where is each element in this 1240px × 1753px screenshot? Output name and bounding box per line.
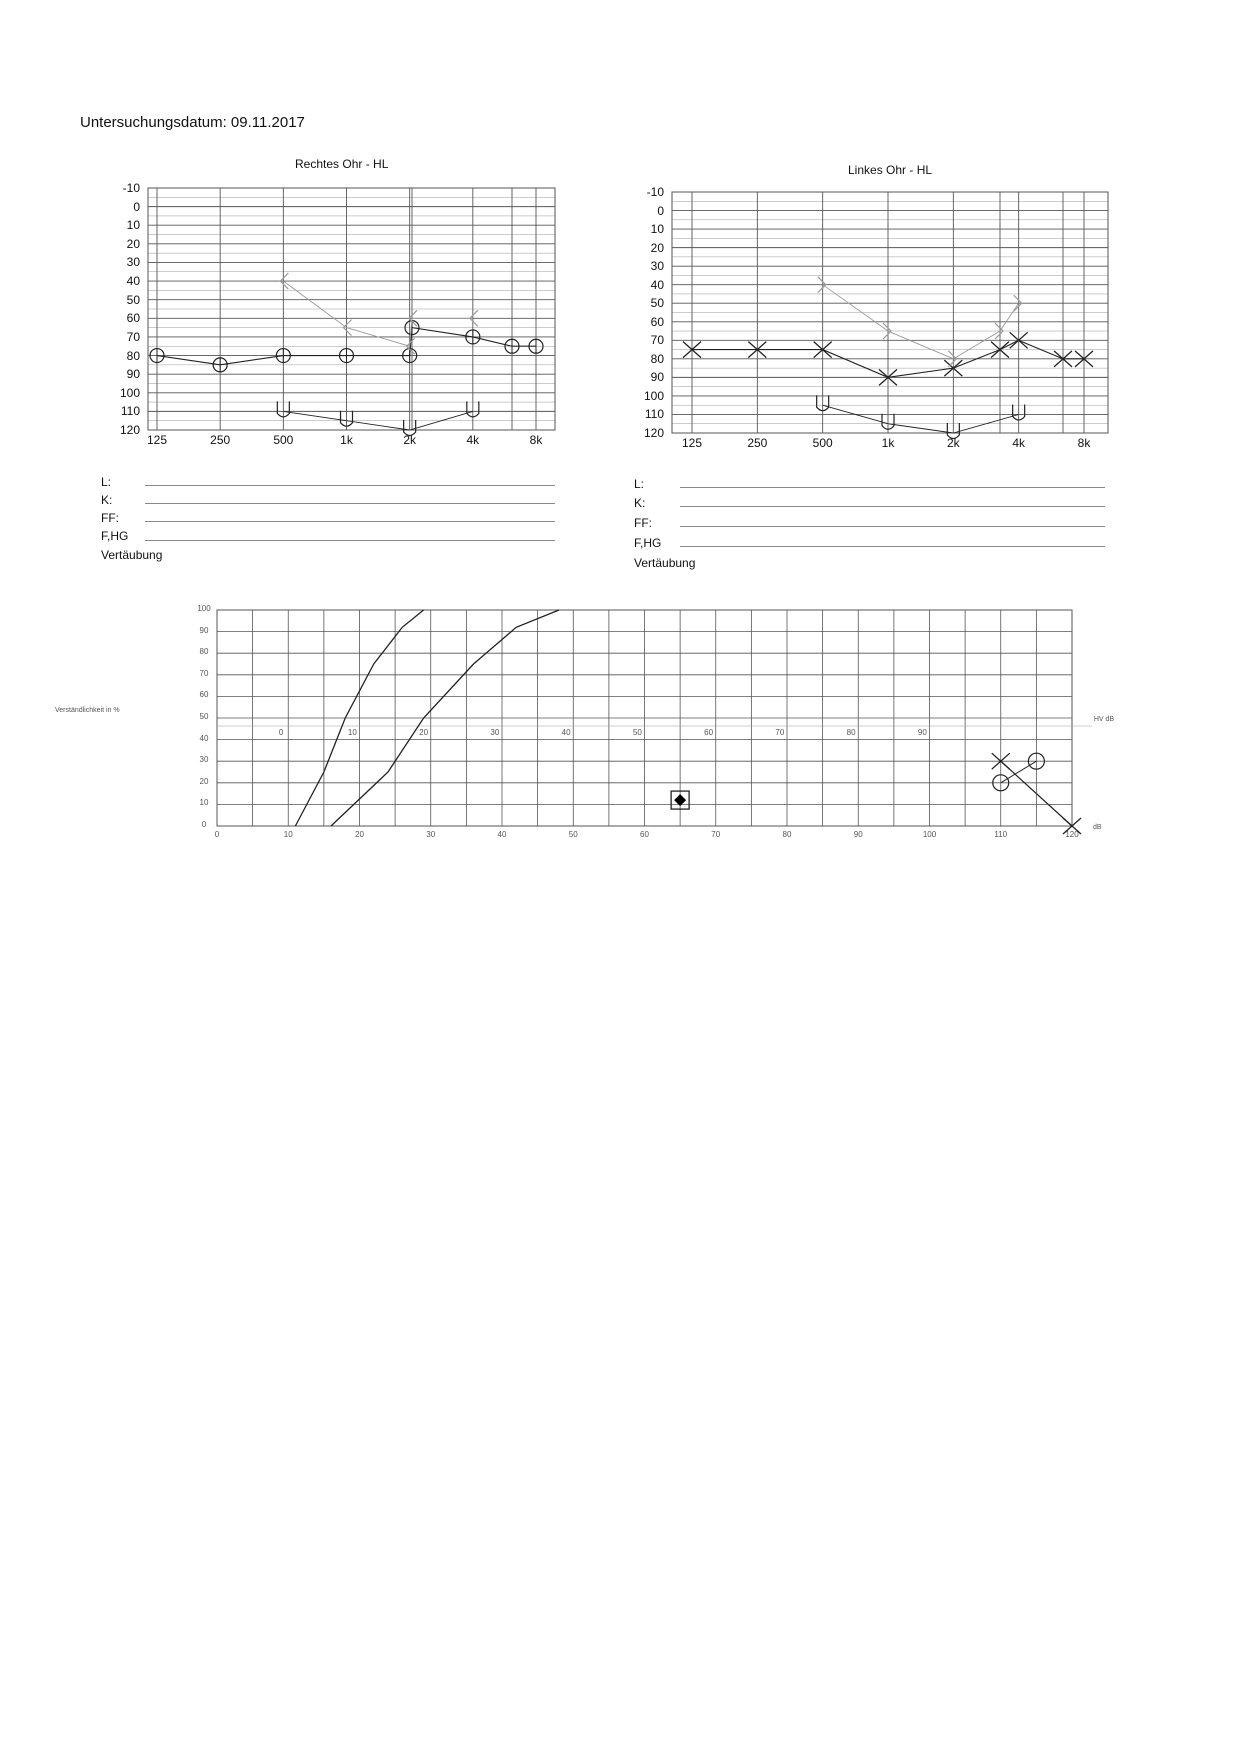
tick-label: 0 <box>657 203 664 218</box>
right-row-k: K: <box>101 493 113 507</box>
tick-label: 500 <box>812 436 833 450</box>
tick-label: 20 <box>355 830 364 839</box>
tick-label: 8k <box>529 433 543 447</box>
tick-label: 60 <box>640 830 649 839</box>
tick-label: 0 <box>214 830 220 839</box>
tick-label: 0 <box>133 199 140 214</box>
tick-label: 10 <box>650 222 664 237</box>
tick-label: 70 <box>126 329 140 344</box>
tick-label: 30 <box>650 259 664 274</box>
left-row-vertaeubung: Vertäubung <box>634 556 696 570</box>
tick-label: 20 <box>650 240 664 255</box>
tick-label: 2k <box>946 436 960 450</box>
tick-label: 90 <box>126 367 140 382</box>
tick-label: 10 <box>126 218 140 233</box>
tick-label: 50 <box>568 830 578 839</box>
tick-label: 90 <box>853 830 863 839</box>
tick-label: 40 <box>199 733 209 743</box>
tick-label: 40 <box>497 830 507 839</box>
tick-label: 50 <box>126 292 140 307</box>
tick-label: 80 <box>126 348 140 363</box>
tick-label: 80 <box>199 647 209 657</box>
tick-label: 50 <box>632 728 642 737</box>
tick-label: 0 <box>278 728 284 737</box>
tick-label: 30 <box>490 728 500 737</box>
tick-label: 50 <box>650 296 664 311</box>
tick-label: 250 <box>210 433 231 447</box>
left-audiogram <box>672 192 1108 439</box>
tick-label: 120 <box>643 426 664 440</box>
tick-label: 20 <box>126 236 140 251</box>
tick-label: 70 <box>711 830 721 839</box>
right-audiogram <box>148 188 555 436</box>
tick-label: 120 <box>1065 830 1079 839</box>
speech-audiogram <box>217 610 1092 834</box>
tick-label: 110 <box>120 404 140 419</box>
tick-label: 4k <box>466 433 480 447</box>
speech-db-label: dB <box>1093 824 1102 831</box>
tick-label: 10 <box>283 830 293 839</box>
left-ear-title: Linkes Ohr - HL <box>848 163 933 177</box>
speech-hv-label: HV dB <box>1093 716 1115 723</box>
tick-label: 80 <box>846 728 856 737</box>
tick-label: 30 <box>126 255 140 270</box>
tick-label: 10 <box>199 798 209 808</box>
left-row-fhg: F,HG <box>634 536 662 550</box>
speech-right-line <box>1001 761 1037 783</box>
right-row-ff: FF: <box>101 511 119 525</box>
left-row-l: L: <box>634 477 645 491</box>
tick-label: 100 <box>197 604 211 613</box>
tick-label: 125 <box>681 436 703 450</box>
tick-label: 1k <box>881 436 895 450</box>
tick-label: 80 <box>650 351 664 366</box>
right-ear-title: Rechtes Ohr - HL <box>295 157 389 171</box>
right-row-l: L: <box>101 475 112 489</box>
tick-label: 110 <box>994 830 1008 839</box>
tick-label: 60 <box>199 690 209 700</box>
tick-label: 20 <box>199 776 209 786</box>
tick-label: 90 <box>199 625 209 635</box>
tick-label: 60 <box>126 311 140 326</box>
tick-label: 40 <box>561 728 571 737</box>
tick-label: 50 <box>199 712 209 721</box>
left-series-line-2 <box>823 405 1019 433</box>
tick-label: 90 <box>650 370 664 385</box>
tick-label: 2k <box>403 433 416 447</box>
tick-label: 30 <box>199 755 209 765</box>
right-row-vertaeubung: Vertäubung <box>101 548 163 562</box>
tick-label: 20 <box>419 728 429 737</box>
tick-label: 70 <box>775 728 785 737</box>
tick-label: 60 <box>650 314 664 329</box>
tick-label: 100 <box>643 388 664 403</box>
tick-label: 250 <box>747 436 768 450</box>
tick-label: 40 <box>126 274 140 289</box>
tick-label: 30 <box>426 830 436 839</box>
tick-label: -10 <box>646 185 664 199</box>
left-row-ff: FF: <box>634 516 652 530</box>
tick-label: 125 <box>146 433 168 447</box>
tick-label: 80 <box>782 830 792 839</box>
tick-label: 60 <box>704 728 714 737</box>
exam-date: Untersuchungsdatum: 09.11.2017 <box>80 114 305 131</box>
tick-label: 500 <box>273 433 294 447</box>
tick-label: 70 <box>650 333 664 348</box>
tick-label: 0 <box>201 820 207 829</box>
tick-label: 10 <box>347 728 357 737</box>
tick-label: 110 <box>644 407 664 422</box>
tick-label: 90 <box>917 728 927 737</box>
tick-label: 8k <box>1077 436 1091 450</box>
tick-label: 120 <box>119 423 140 437</box>
tick-label: 4k <box>1012 436 1025 450</box>
tick-label: 100 <box>922 830 937 839</box>
tick-label: 40 <box>650 277 664 292</box>
tick-label: 100 <box>119 385 140 400</box>
tick-label: -10 <box>122 181 140 195</box>
tick-label: 70 <box>199 668 209 678</box>
right-series-line-1 <box>283 281 473 346</box>
left-row-k: K: <box>634 496 646 510</box>
tick-label: 1k <box>340 433 353 447</box>
speech-ylabel: Verständlichkeit in % <box>55 707 120 714</box>
right-row-fhg: F,HG <box>101 529 129 543</box>
